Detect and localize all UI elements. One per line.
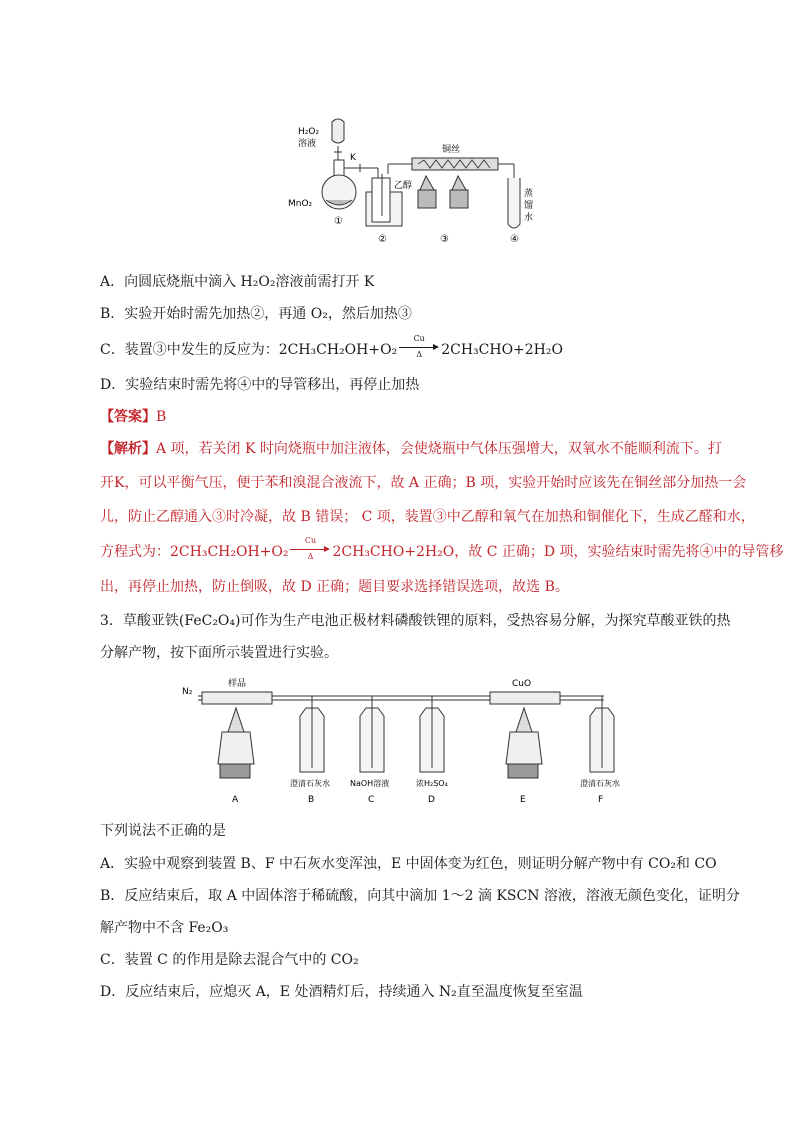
q2-option-c-reactants: C．装置③中发生的反应为：2CH₃CH₂OH+O₂ [100, 342, 398, 358]
fig1-label-h2o2: H₂O₂ [298, 127, 320, 137]
reaction-arrow [290, 536, 330, 561]
fig2-label-f-solution: 澄清石灰水 [580, 779, 620, 788]
q3-option-a: A．实验中观察到装置 B、F 中石灰水变浑浊，E 中固体变为红色，则证明分解产物中有 CO₂和 CO [100, 856, 717, 872]
fig2-label-c: C [368, 795, 375, 805]
fig2-label-d-solution: 浓H₂SO₄ [416, 779, 448, 788]
fig2-label-c-solution: NaOH溶液 [350, 779, 390, 788]
q2-answer [100, 408, 166, 426]
q3-option-d: D．反应结束后，应熄灭 A，E 处酒精灯后，持续通入 N₂直至温度恢复至室温 [100, 984, 583, 1000]
fig2-label-e: E [520, 795, 526, 805]
fig2-label-n2: N₂ [182, 687, 193, 697]
q2-analysis-line-3: 儿，防止乙醇通入③时冷凝，故 B 错误； C 项，装置③中乙醇和氧气在加热和铜催化下，生成乙醛和水， [100, 509, 755, 525]
fig2-label-f: F [598, 795, 604, 805]
q3-stem-line-1: 3．草酸亚铁(FeC₂O₄)可作为生产电池正极材料磷酸铁锂的原料，受热容易分解，为探究草酸亚铁的热 [100, 613, 731, 629]
q2-analysis-line-1 [100, 440, 722, 458]
fig1-label-ethanol: 乙醇 [394, 181, 413, 191]
fig1-label-distilled-1: 蒸 [524, 189, 534, 199]
q2-option-d: D．实验结束时需先将④中的导管移出，再停止加热 [100, 377, 420, 393]
fig1-label-n1: ① [334, 216, 343, 227]
analysis-tag: 【解析】 [100, 441, 156, 457]
reaction-arrow [399, 334, 439, 359]
q3-stem-line-2: 分解产物，按下面所示装置进行实验。 [100, 645, 338, 661]
fig2-label-sample: 样品 [228, 679, 247, 689]
q3-option-c: C．装置 C 的作用是除去混合气中的 CO₂ [100, 952, 359, 968]
catalyst-label: Cu [304, 536, 317, 545]
fig1-label-n3: ③ [440, 234, 449, 245]
answer-tag: 【答案】 [100, 409, 156, 425]
analysis-text-1: A 项，若关闭 K 时向烧瓶中加注液体，会使烧瓶中气体压强增大，双氧水不能顺利流下。打 [156, 441, 722, 457]
q3-option-b-line-2: 解产物中不含 Fe₂O₃ [100, 920, 229, 936]
q2-option-c-products: 2CH₃CHO+2H₂O [441, 342, 563, 358]
q2-analysis-line-5: 出，再停止加热，防止倒吸，故 D 正确；题目要求选择错误选项，故选 B。 [100, 579, 569, 595]
fig1-label-copper-wire: 铜丝 [442, 145, 461, 155]
heat-condition-label: Δ [416, 350, 423, 359]
fig2-label-b: B [308, 795, 315, 805]
fig1-label-solution: 溶液 [298, 139, 317, 149]
answer-value: B [156, 409, 167, 425]
fig1-label-distilled-2: 馏 [524, 201, 534, 211]
q2-option-a: A．向圆底烧瓶中滴入 H₂O₂溶液前需打开 K [100, 274, 375, 290]
heat-condition-label: Δ [307, 552, 314, 561]
q2-analysis-line-4 [100, 536, 784, 561]
catalyst-label: Cu [413, 334, 425, 343]
fig2-label-cuo: CuO [512, 679, 532, 689]
fig1-label-n2: ② [378, 234, 387, 245]
fig1-label-distilled-3: 水 [524, 213, 534, 223]
q3-question: 下列说法不正确的是 [100, 823, 226, 839]
analysis-4-reactants: 方程式为：2CH₃CH₂OH+O₂ [100, 544, 289, 560]
fig2-label-b-solution: 澄清石灰水 [290, 779, 330, 788]
analysis-4-products: 2CH₃CHO+2H₂O，故 C 正确；D 项，实验结束时需先将④中的导管移 [332, 544, 784, 560]
fig2-label-a: A [232, 795, 239, 805]
apparatus-figure-2 [180, 672, 632, 810]
fig2-label-d: D [428, 795, 435, 805]
q2-option-b: B．实验开始时需先加热②，再通 O₂，然后加热③ [100, 306, 412, 322]
q2-analysis-line-2: 开K，可以平衡气压，便于苯和溴混合液流下，故 A 正确；B 项，实验开始时应该先在铜丝部分加热一会 [100, 475, 747, 491]
fig1-label-n4: ④ [510, 234, 519, 245]
fig1-label-k: K [350, 153, 356, 163]
fig1-label-mno2: MnO₂ [288, 199, 313, 209]
q2-option-c [100, 334, 563, 359]
q3-option-b-line-1: B．反应结束后，取 A 中固体溶于稀硫酸，向其中滴加 1～2 滴 KSCN 溶液，溶液无颜色变化，证明分 [100, 888, 740, 904]
apparatus-figure-1 [282, 112, 546, 254]
